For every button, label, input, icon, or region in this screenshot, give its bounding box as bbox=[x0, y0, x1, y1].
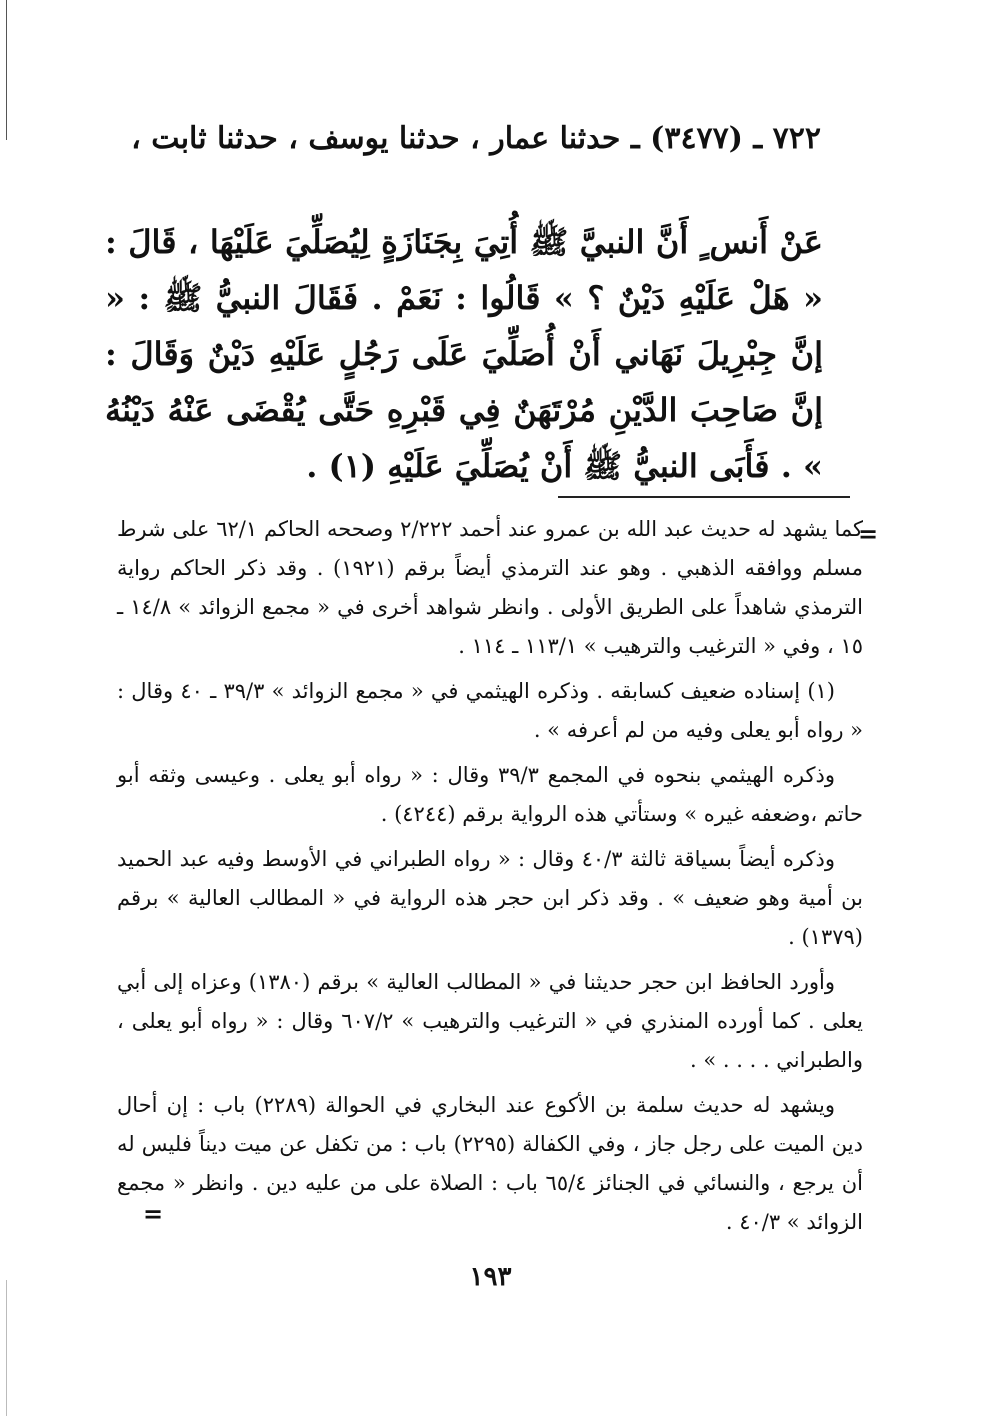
hadith-isnad-header: ٧٢٢ ـ (٣٤٧٧) ـ حدثنا عمار ، حدثنا يوسف ، حدثنا ثابت ، bbox=[131, 121, 821, 156]
scan-edge-line-lower bbox=[6, 1280, 7, 1416]
footnote-paragraph: وذكره أيضاً بسياقة ثالثة ٤٠/٣ وقال : « رواه الطبراني في الأوسط وفيه عبد الحميد بن أمية وهو ضعيف » . وقد ذكر ابن حجر هذه الرواية في « المطالب العالية » برقم (١٣٧٩) . bbox=[117, 847, 863, 949]
footnote-separator bbox=[558, 496, 850, 498]
continuation-marker-bottom: = bbox=[143, 1200, 164, 1228]
hadith-text: عَنْ أَنس ٍ أَنَّ النبيَّ ﷺ أُتِيَ بِجَنَازَةٍ لِيُصَلِّيَ عَلَيْهَا ، قَالَ : « هَلْ عَلَيْهِ دَيْنٌ ؟ » قَالُوا : نَعَمْ . فَقَالَ النبيُّ ﷺ : « إنَّ جِبْرِيلَ نَهَاني أَنْ أُصَلِّيَ عَلَى رَجُلٍ عَلَيْهِ دَيْنٌ وَقَالَ : إنَّ صَاحِبَ الدَّيْنِ مُرْتَهَنٌ فِي قَبْرِهِ حَتَّى يُقْضَى عَنْهُ دَيْنُهُ » . فَأَبَى النبيُّ ﷺ أَنْ يُصَلِّيَ عَلَيْهِ (١) . bbox=[105, 223, 824, 485]
scan-edge-line bbox=[6, 0, 7, 140]
footnote-paragraph: وذكره الهيثمي بنحوه في المجمع ٣٩/٣ وقال : « رواه أبو يعلى . وعيسى وثقه أبو حاتم ،وضعفه غيره » وستأتي هذه الرواية برقم (٤٢٤٤) . bbox=[117, 763, 863, 826]
footnote-1: (١) إسناده ضعيف كسابقه . وذكره الهيثمي في « مجمع الزوائد » ٣٩/٣ ـ ٤٠ وقال : « رواه أبو يعلى وفيه من لم أعرفه » . bbox=[117, 679, 863, 742]
continuation-marker-top: = bbox=[858, 520, 879, 548]
footnotes-block bbox=[117, 510, 863, 1248]
footnote-paragraph: وأورد الحافظ ابن حجر حديثنا في « المطالب العالية » برقم (١٣٨٠) وعزاه إلى أبي يعلى . كما أورده المنذري في « الترغيب والترهيب » ٦٠٧/٢ وقال : « رواه أبو يعلى ، والطبراني . . . . » . bbox=[117, 970, 864, 1072]
footnote-paragraph: ويشهد له حديث سلمة بن الأكوع عند البخاري في الحوالة (٢٢٨٩) باب : إن أحال دين الميت على رجل جاز ، وفي الكفالة (٢٢٩٥) باب : من تكفل عن ميت ديناً فليس له أن يرجع ، والنسائي في الجنائز ٦٥/٤ باب : الصلاة على من عليه دين . وانظر « مجمع الزوائد » ٤٠/٣ . bbox=[117, 1093, 863, 1234]
page-number: ١٩٣ bbox=[469, 1262, 512, 1292]
footnote-continued: كما يشهد له حديث عبد الله بن عمرو عند أحمد ٢/٢٢٢ وصححه الحاكم ٦٢/١ على شرط مسلم ووافقه الذهبي . وهو عند الترمذي أيضاً برقم (١٩٢١) . وقد ذكر الحاكم رواية الترمذي شاهداً على الطريق الأولى . وانظر شواهد أخرى في « مجمع الزوائد » ١٤/٨ ـ ١٥ ، وفي « الترغيب والترهيب » ١١٣/١ ـ ١١٤ . bbox=[117, 517, 864, 658]
